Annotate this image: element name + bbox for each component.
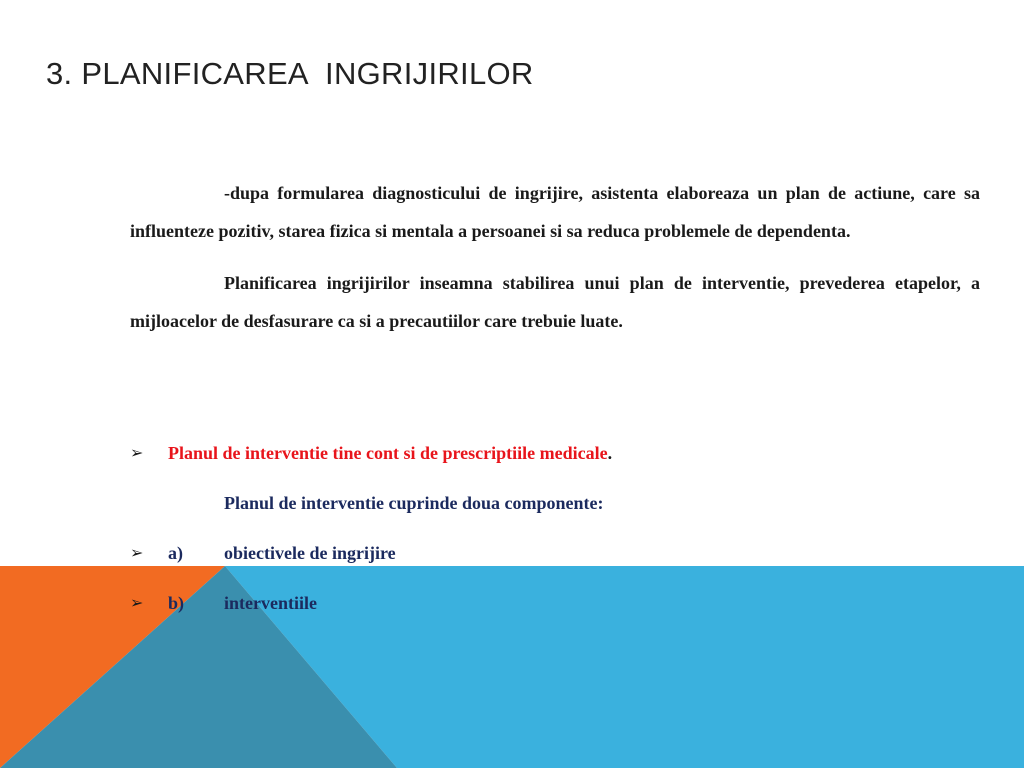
- component-item-a: [130, 540, 980, 566]
- planning-definition-paragraph: Planificarea ingrijirilor inseamna stabilirea unui plan de interventie, prevederea etapelor, a mijloacelor de desfasurare ca si a precautiilor care trebuie luate.: [130, 273, 980, 331]
- intro-paragraph: -dupa formularea diagnosticului de ingrijire, asistenta elaboreaza un plan de actiune, care sa influenteze pozitiv, starea fizica si mentala a persoanei si sa reduca problemele de dependenta.: [130, 183, 980, 241]
- component-text: obiectivele de ingrijire: [224, 543, 396, 563]
- component-marker: a): [168, 543, 183, 563]
- components-intro: Planul de interventie cuprinde doua componente:: [224, 493, 604, 513]
- component-marker: b): [168, 593, 185, 613]
- slide-title: 3. PLANIFICAREA INGRIJIRILOR: [46, 56, 534, 91]
- slide-content: [130, 174, 980, 613]
- prescriptions-text: Planul de interventie tine cont si de prescriptiile medicale.: [168, 443, 613, 463]
- prescriptions-bullet: [130, 440, 980, 466]
- arrow-bullet-icon: ➢: [130, 443, 144, 462]
- component-item-b: [130, 590, 980, 616]
- arrow-bullet-icon: ➢: [130, 543, 144, 562]
- component-text: interventiile: [224, 593, 317, 613]
- arrow-bullet-icon: ➢: [130, 593, 144, 612]
